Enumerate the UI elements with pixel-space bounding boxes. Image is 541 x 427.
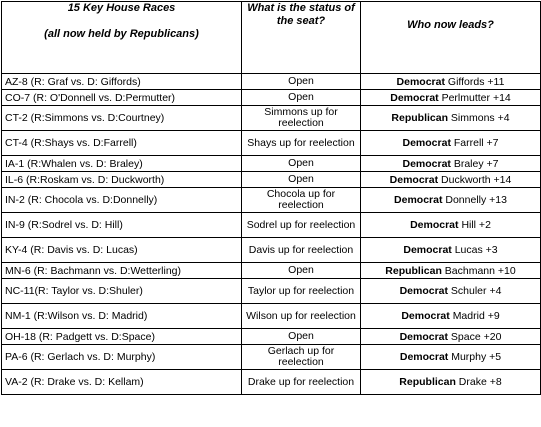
status-cell: Davis up for reelection bbox=[242, 238, 361, 263]
table-row bbox=[2, 90, 541, 106]
table-row bbox=[2, 156, 541, 172]
leader-cell bbox=[361, 74, 541, 90]
races-table bbox=[1, 1, 541, 395]
leader-cell bbox=[361, 90, 541, 106]
leader-cell bbox=[361, 131, 541, 156]
status-cell: Shays up for reelection bbox=[242, 131, 361, 156]
status-cell: Sodrel up for reelection bbox=[242, 213, 361, 238]
leading-party: Democrat bbox=[394, 194, 443, 206]
race-cell: CO-7 (R: O'Donnell vs. D:Permutter) bbox=[2, 90, 242, 106]
race-cell: IN-9 (R:Sodrel vs. D: Hill) bbox=[2, 213, 242, 238]
race-cell: OH-18 (R: Padgett vs. D:Space) bbox=[2, 329, 242, 345]
leader-margin: Perlmutter +14 bbox=[441, 91, 511, 104]
leader-cell bbox=[361, 263, 541, 279]
race-cell: CT-2 (R:Simmons vs. D:Courtney) bbox=[2, 106, 242, 131]
status-cell: Taylor up for reelection bbox=[242, 279, 361, 304]
leader-margin: Lucas +3 bbox=[454, 244, 498, 256]
race-cell: IL-6 (R:Roskam vs. D: Duckworth) bbox=[2, 172, 242, 188]
status-column-header: What is the status of the seat? bbox=[242, 2, 361, 74]
race-cell: VA-2 (R: Drake vs. D: Kellam) bbox=[2, 370, 242, 395]
leader-margin: Simmons +4 bbox=[450, 112, 510, 124]
table-row bbox=[2, 345, 541, 370]
leader-cell bbox=[361, 345, 541, 370]
table-row bbox=[2, 188, 541, 213]
leading-party: Democrat bbox=[410, 219, 459, 231]
leader-margin: Duckworth +14 bbox=[441, 173, 512, 186]
leading-party: Republican bbox=[399, 376, 456, 388]
leading-party: Democrat bbox=[401, 310, 450, 322]
table-row bbox=[2, 106, 541, 131]
table-row bbox=[2, 74, 541, 90]
leader-margin: Braley +7 bbox=[453, 157, 499, 170]
table-row bbox=[2, 238, 541, 263]
title-cell bbox=[2, 2, 242, 74]
leader-cell bbox=[361, 213, 541, 238]
leader-column-header: Who now leads? bbox=[361, 2, 541, 74]
leading-party: Democrat bbox=[389, 173, 439, 186]
table-row bbox=[2, 213, 541, 238]
race-cell: IN-2 (R: Chocola vs. D:Donnelly) bbox=[2, 188, 242, 213]
leader-margin: Bachmann +10 bbox=[444, 264, 516, 277]
table-row bbox=[2, 304, 541, 329]
status-cell: Open bbox=[242, 90, 361, 106]
leader-cell bbox=[361, 304, 541, 329]
race-cell: CT-4 (R:Shays vs. D:Farrell) bbox=[2, 131, 242, 156]
leader-margin: Farrell +7 bbox=[453, 137, 499, 149]
leading-party: Republican bbox=[391, 112, 448, 124]
leader-cell bbox=[361, 329, 541, 345]
table-row bbox=[2, 263, 541, 279]
leading-party: Democrat bbox=[402, 157, 451, 170]
leader-margin: Murphy +5 bbox=[451, 351, 502, 363]
race-cell: KY-4 (R: Davis vs. D: Lucas) bbox=[2, 238, 242, 263]
race-cell: NM-1 (R:Wilson vs. D: Madrid) bbox=[2, 304, 242, 329]
table-row bbox=[2, 279, 541, 304]
status-cell: Open bbox=[242, 329, 361, 345]
leader-cell bbox=[361, 106, 541, 131]
status-cell: Wilson up for reelection bbox=[242, 304, 361, 329]
status-cell: Open bbox=[242, 74, 361, 90]
leading-party: Democrat bbox=[403, 244, 452, 256]
race-cell: PA-6 (R: Gerlach vs. D: Murphy) bbox=[2, 345, 242, 370]
leading-party: Democrat bbox=[399, 285, 448, 297]
status-cell: Open bbox=[242, 263, 361, 279]
leader-margin: Giffords +11 bbox=[447, 75, 505, 88]
race-cell: NC-11(R: Taylor vs. D:Shuler) bbox=[2, 279, 242, 304]
table-row bbox=[2, 172, 541, 188]
leading-party: Democrat bbox=[399, 351, 449, 363]
leader-margin: Schuler +4 bbox=[450, 285, 502, 297]
leading-party: Democrat bbox=[399, 330, 448, 343]
status-cell: Open bbox=[242, 156, 361, 172]
status-cell: Gerlach up for reelection bbox=[242, 345, 361, 370]
race-cell: IA-1 (R:Whalen vs. D: Braley) bbox=[2, 156, 242, 172]
leader-cell bbox=[361, 188, 541, 213]
leading-party: Democrat bbox=[390, 91, 439, 104]
table-subtitle: (all now held by Republicans) bbox=[44, 28, 199, 40]
race-cell: AZ-8 (R: Graf vs. D: Giffords) bbox=[2, 74, 242, 90]
leading-party: Democrat bbox=[396, 75, 445, 88]
status-cell: Open bbox=[242, 172, 361, 188]
leader-cell bbox=[361, 156, 541, 172]
leader-margin: Hill +2 bbox=[461, 219, 491, 231]
leader-cell bbox=[361, 238, 541, 263]
leading-party: Republican bbox=[385, 264, 442, 277]
table-row bbox=[2, 370, 541, 395]
status-cell: Drake up for reelection bbox=[242, 370, 361, 395]
leader-cell bbox=[361, 370, 541, 395]
table-row bbox=[2, 131, 541, 156]
table-row bbox=[2, 329, 541, 345]
leader-cell bbox=[361, 172, 541, 188]
race-cell: MN-6 (R: Bachmann vs. D:Wetterling) bbox=[2, 263, 242, 279]
header-row bbox=[2, 2, 541, 74]
status-cell: Chocola up for reelection bbox=[242, 188, 361, 213]
leader-margin: Donnelly +13 bbox=[445, 194, 507, 206]
table-title: 15 Key House Races bbox=[67, 2, 176, 14]
leader-cell bbox=[361, 279, 541, 304]
leading-party: Democrat bbox=[402, 137, 451, 149]
leader-margin: Space +20 bbox=[450, 330, 502, 343]
leader-margin: Drake +8 bbox=[458, 376, 502, 388]
status-cell: Simmons up for reelection bbox=[242, 106, 361, 131]
leader-margin: Madrid +9 bbox=[452, 310, 500, 322]
